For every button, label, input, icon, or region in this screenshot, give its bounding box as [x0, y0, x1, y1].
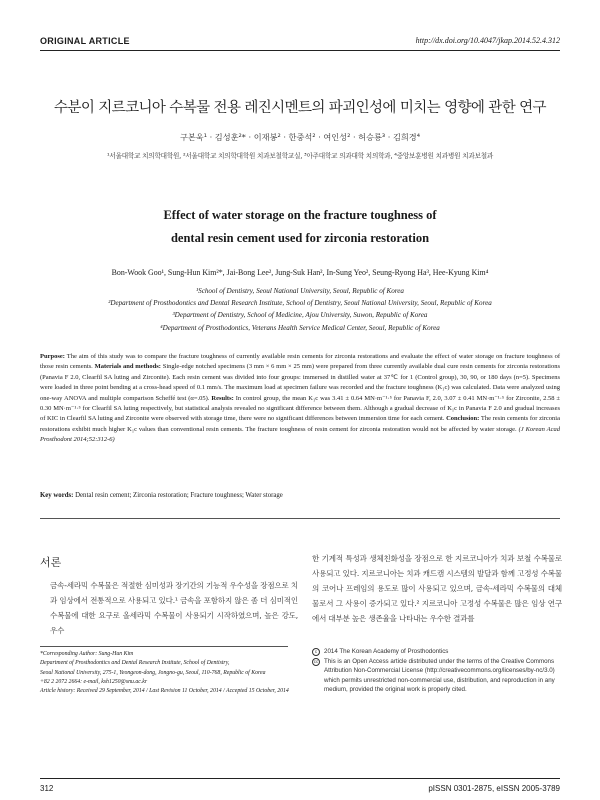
keywords-divider — [40, 518, 560, 519]
copyright-line — [312, 647, 562, 657]
author-department: Department of Prosthodontics and Dental Research Institute, School of Dentistry, — [40, 660, 230, 667]
korean-authors: 구본욱¹ · 김성훈²* · 이재봉² · 한중석² · 여인성² · 허승룡³ · 김희경⁴ — [179, 132, 420, 142]
purpose-text: The aim of this study was to compare the fracture toughness of currently available resin cements for zirconia restorations and evaluate the effect of water storage on fracture toughness of those resin cements. — [40, 353, 560, 371]
corresponding-author-footnote — [40, 650, 290, 696]
journal-citation: (J Korean Acad Prosthodont 2014;52:312-6) — [40, 425, 561, 444]
header-divider — [40, 50, 560, 51]
keywords-text: Dental resin cement; Zirconia restoration; Fracture toughness; Water storage — [73, 492, 283, 499]
methods-text: Single-edge notched specimens (3 mm × 6 mm × 25 mm) were prepared from three currently available dual cure resin cements for zirconia restorations (Panavia F 2.0, Clearfil SA luting and Zirconite). Each resin cement was divided into four groups: immersed in distilled water at 37℃ for 1 (Control group), 30, 90, or 180 days (n=5). Specimens were loaded in three point bending at a cross-head speed of 0.1 mm/s. The maximum load at specimen failure was recorded and the fracture toughness (K₁c) was calculated. Data were analyzed using one-way ANOVA and multiple comparison Scheffé test (α=.05). — [40, 363, 560, 402]
footer-divider — [40, 778, 560, 779]
open-access-statement — [312, 657, 562, 695]
intro-paragraph-left: 금속-세라믹 수복물은 적절한 심미성과 장기간의 기능적 우수성을 장점으로 치과 임상에서 전통적으로 사용되고 있다.¹ 금속을 포함하지 않은 좀 더 심미적인 수복물에 대한 요구로 올세라믹 수복물이 사용되기 시작하였으며, 높은 강도, 우수 — [50, 581, 298, 635]
author-contact: +82 2 2072 2664: e-mail, ksh1250@snu.ac.kr — [40, 678, 148, 685]
author-address: Seoul National University, 275-1, Yeongeon-dong, Jongno-gu, Seoul, 110-768, Republic of Korea — [40, 669, 266, 676]
korean-title: 수분이 지르코니아 수복물 전용 레진시멘트의 파괴인성에 미치는 영향에 관한 연구 — [54, 100, 546, 116]
license-block — [312, 647, 562, 695]
methods-label: Materials and methods: — [94, 363, 161, 371]
corresponding-author: *Corresponding Author: Sung-Hun Kim — [40, 651, 134, 657]
results-text: In control group, the mean K₁c was 3.41 ± 0.64 MN·m⁻¹·⁵ for Panavia F, 2.0, 3.07 ± 0.41 MN·m⁻¹·⁵ for Zirconite, 2.58 ± 0.30 MN·m⁻¹·⁵ for Clearfil SA luting respectively, but statistical analysis revealed no significant difference between them. Although a gradual decrease of K₁c in Panavia F 2.0 and gradual increases of KIC in Clearfil SA luting and Zirconite were observed with storage time, there were no significant differences between immersion time for each cement. — [40, 394, 560, 423]
copyright-icon: c — [312, 648, 320, 656]
affiliation-4: ⁴Department of Prosthodontics, Veterans Health Service Medical Center, Seoul, Republic of Korea — [160, 323, 440, 332]
intro-paragraph-right: 한 기계적 특성과 생체친화성을 장점으로 한 지르코니아가 치과 보철 수복물로 사용되고 있다. 지르코니아는 치과 캐드캠 시스템의 발달과 함께 고정성 수복물의 코어나 프레임의 용도로 많이 사용되고 있으며, 금속-세라믹 수복물의 대체물로서 그 사용이 증가되고 있다.² 지르코니아 고정성 수복물은 많은 임상 연구에서 대부분 높은 생존율을 나타내는 우수한 결과를 — [312, 554, 562, 623]
copyright-text: 2014 The Korean Academy of Prosthodontics — [324, 648, 449, 655]
english-title-line-2: dental resin cement used for zirconia restoration — [170, 231, 430, 245]
doi-link[interactable]: http://dx.doi.org/10.4047/jkap.2014.52.4.312 — [415, 36, 560, 45]
conclusion-label: Conclusion: — [446, 415, 480, 423]
english-title — [60, 204, 540, 250]
keywords-label: Key words: — [40, 492, 74, 499]
affiliation-2: ²Department of Prosthodontics and Dental Research Institute, School of Dentistry, Seoul National University, Seoul, Republic of Korea — [108, 299, 492, 308]
footnote-divider — [40, 646, 288, 647]
affiliation-3: ³Department of Dentistry, School of Medicine, Ajou University, Suwon, Republic of Korea — [172, 311, 428, 320]
english-title-line-1: Effect of water storage on the fracture toughness of — [163, 208, 437, 222]
english-authors: Bon-Wook Goo¹, Sung-Hun Kim²*, Jai-Bong Lee², Jung-Suk Han², In-Sung Yeo², Seung-Ryong Ha³, Hee-Kyung Kim⁴ — [111, 268, 489, 277]
open-access-text: This is an Open Access article distributed under the terms of the Creative Commons Attribution Non-Commercial License (http://creativecommons.org/licenses/by-nc/3.0) which permits unrestricted non-commercial use, distribution, and reproduction in any medium, provided the original work is properly cited. — [324, 657, 555, 694]
conclusion-text: The resin cements for zirconia restorations exhibit much higher K₁c values than conventional resin cements. The fracture toughness of resin cement for zirconia restoration would not be affected by water storage. — [40, 415, 560, 433]
section-heading-intro: 서론 — [40, 556, 62, 569]
abstract — [40, 352, 560, 446]
affiliation-1: ¹School of Dentistry, Seoul National University, Seoul, Republic of Korea — [196, 287, 404, 295]
purpose-label: Purpose: — [40, 353, 65, 360]
korean-affiliations: ¹서울대학교 치의학대학원, ²서울대학교 치의학대학원 치과보철학교실, ³아주대학교 의과대학 치의학과, ⁴중앙보훈병원 치과병원 치과보철과 — [106, 152, 494, 160]
article-history: Article history: Received 29 September, 2014 / Last Revision 11 October, 2014 / Accepted 15 October, 2014 — [40, 688, 289, 695]
section-label: ORIGINAL ARTICLE — [40, 36, 130, 46]
english-affiliations — [40, 285, 560, 334]
issn: pISSN 0301-2875, eISSN 2005-3789 — [428, 784, 560, 793]
page-number: 312 — [40, 784, 54, 793]
results-label: Results: — [211, 394, 234, 402]
creative-commons-icon: cc — [313, 658, 319, 664]
keywords — [40, 492, 560, 499]
